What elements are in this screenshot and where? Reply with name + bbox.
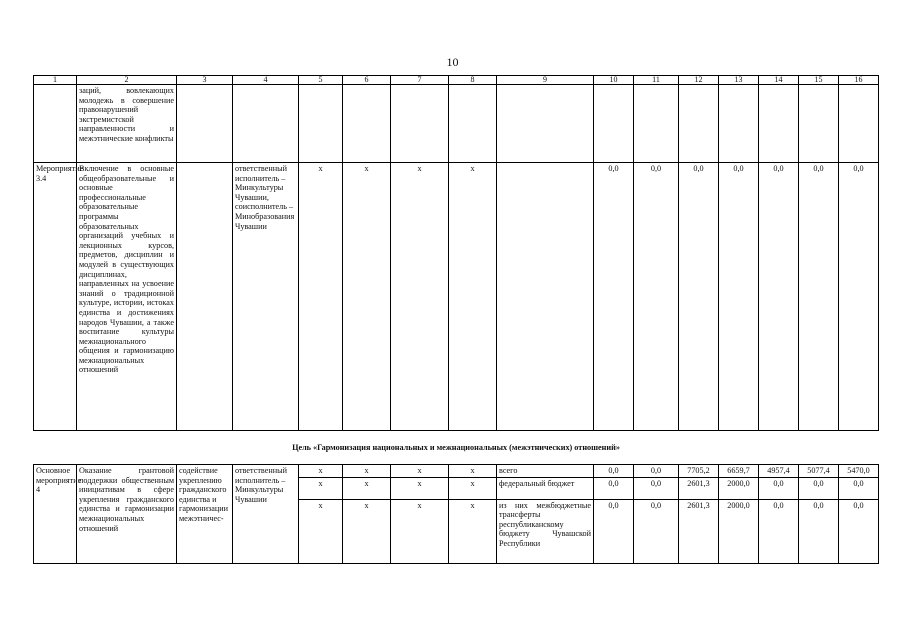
code-cell: x (391, 477, 449, 499)
measure-col3 (177, 163, 233, 431)
code-cell: x (343, 477, 391, 499)
code-cell: x (449, 477, 497, 499)
measure-code: Основное мероприятие 4 (34, 465, 77, 564)
table-row (34, 163, 879, 431)
value-cell: 0,0 (719, 163, 759, 431)
value-cell: 2000,0 (719, 499, 759, 563)
source-cell (497, 163, 594, 431)
code-cell: x (449, 163, 497, 431)
empty-cell (449, 85, 497, 163)
header-cell: 6 (343, 76, 391, 85)
source-cell: из них межбюджетные трансферты республиканскому бюджету Чувашской Республики (497, 499, 594, 563)
value-cell: 0,0 (799, 499, 839, 563)
measure-description: Включение в основные общеобразовательные и основные профессиональные образовательные программы образовательных организаций учебных и лекционных курсов, предметов, дисциплин и модулей в существующих дисциплинах, направленных на усвоение знаний о традиционной культуре, истории, истоках единства и достижениях народов Чувашии, а также воспитание культуры межнационального общения и гармонизацию межнациональных отношений (77, 163, 177, 431)
table-row (34, 85, 879, 163)
measure-code: Мероприятие 3.4 (34, 163, 77, 431)
table-row (34, 465, 879, 478)
header-cell: 5 (299, 76, 343, 85)
empty-cell (299, 85, 343, 163)
code-cell: x (299, 163, 343, 431)
header-cell: 16 (839, 76, 879, 85)
code-cell: x (391, 163, 449, 431)
empty-cell (759, 85, 799, 163)
continuation-text: заций, вовлекающих молодежь в совершение правонарушений экстремистской направленности и межэтнические конфликты (79, 86, 174, 143)
header-row (34, 76, 879, 85)
value-cell: 0,0 (594, 163, 634, 431)
value-cell: 7705,2 (679, 465, 719, 478)
page-number: 10 (446, 55, 459, 69)
empty-cell (497, 85, 594, 163)
header-cell: 10 (594, 76, 634, 85)
code-cell: x (299, 499, 343, 563)
empty-cell (391, 85, 449, 163)
empty-cell (679, 85, 719, 163)
value-cell: 2601,3 (679, 477, 719, 499)
header-cell: 7 (391, 76, 449, 85)
value-cell: 0,0 (679, 163, 719, 431)
empty-cell (233, 85, 299, 163)
header-cell: 8 (449, 76, 497, 85)
value-cell: 5077,4 (799, 465, 839, 478)
value-cell: 4957,4 (759, 465, 799, 478)
value-cell: 2601,3 (679, 499, 719, 563)
header-cell: 2 (77, 76, 177, 85)
value-cell: 0,0 (594, 465, 634, 478)
value-cell: 0,0 (839, 163, 879, 431)
empty-cell (634, 85, 679, 163)
value-cell: 0,0 (759, 499, 799, 563)
goal-row (34, 431, 879, 465)
source-cell: федеральный бюджет (497, 477, 594, 499)
code-cell: x (391, 499, 449, 563)
code-cell: x (343, 163, 391, 431)
value-cell: 2000,0 (719, 477, 759, 499)
code-cell: x (343, 499, 391, 563)
value-cell: 0,0 (634, 499, 679, 563)
code-cell: x (449, 499, 497, 563)
code-cell: x (299, 477, 343, 499)
measure-description: Оказание грантовой поддержки общественным инициативам в сфере укрепления гражданского единства и гармонизации межнациональных отношений (77, 465, 177, 564)
empty-cell (719, 85, 759, 163)
goal-heading: Цель «Гармонизация национальных и межнациональных (межэтнических) отношений» (34, 431, 879, 465)
empty-cell (799, 85, 839, 163)
header-cell: 1 (34, 76, 77, 85)
code-cell: x (299, 465, 343, 478)
empty-cell (177, 85, 233, 163)
value-cell: 0,0 (839, 477, 879, 499)
value-cell: 0,0 (759, 477, 799, 499)
value-cell: 0,0 (799, 477, 839, 499)
code-cell: x (343, 465, 391, 478)
header-cell: 11 (634, 76, 679, 85)
program-table (33, 75, 879, 564)
empty-cell (839, 85, 879, 163)
value-cell: 0,0 (634, 163, 679, 431)
value-cell: 0,0 (634, 477, 679, 499)
header-cell: 12 (679, 76, 719, 85)
value-cell: 0,0 (594, 499, 634, 563)
code-cell: x (449, 465, 497, 478)
value-cell: 0,0 (594, 477, 634, 499)
empty-cell (343, 85, 391, 163)
code-cell: x (391, 465, 449, 478)
header-cell: 15 (799, 76, 839, 85)
value-cell: 0,0 (839, 499, 879, 563)
source-cell: всего (497, 465, 594, 478)
value-cell: 6659,7 (719, 465, 759, 478)
header-cell: 9 (497, 76, 594, 85)
value-cell: 0,0 (799, 163, 839, 431)
value-cell: 0,0 (759, 163, 799, 431)
continuation-description (77, 85, 177, 163)
measure-col3: содействие укреплению гражданского единства и гармонизации межэтничес- (177, 465, 233, 564)
header-cell: 4 (233, 76, 299, 85)
header-cell: 14 (759, 76, 799, 85)
measure-responsible: ответственный исполнитель – Минкультуры Чувашии (233, 465, 299, 564)
measure-code-cell (34, 85, 77, 163)
measure-responsible: ответственный исполнитель – Минкультуры Чувашии, соисполнитель – Минобразования Чувашии (233, 163, 299, 431)
empty-cell (594, 85, 634, 163)
value-cell: 0,0 (634, 465, 679, 478)
header-cell: 13 (719, 76, 759, 85)
value-cell: 5470,0 (839, 465, 879, 478)
header-cell: 3 (177, 76, 233, 85)
